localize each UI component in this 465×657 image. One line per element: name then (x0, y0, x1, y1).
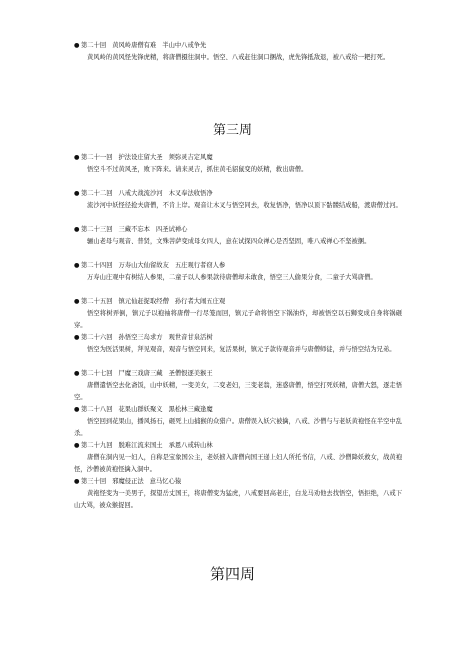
chapter-number: 第二十五回 (81, 298, 113, 305)
chapter-summary: 悟空斗不过黄风圣，败下阵来。请来灵吉，抓住黄毛貂鼠变的妖精，救出唐僧。 (87, 166, 308, 173)
bullet-icon: ● (74, 42, 80, 49)
chapter-summary: 悟空回到花果山，播风扬石，砸死上山捕猴的众猎户。唐僧误入妖穴被擒，八戒、沙僧与与老妖黄袍怪在半空中乱杀。 (74, 418, 402, 437)
bullet-icon: ● (74, 370, 80, 377)
chapter-entry-25 (74, 296, 402, 332)
chapter-entry-20 (74, 40, 402, 64)
chapter-summary: 骊山老母与观音、普贤，文殊菩萨变成母女四人，意在试探四众禅心是否坚固，唯八戒禅心不坚被捆。 (87, 238, 371, 245)
chapter-heading (74, 368, 402, 380)
chapter-entry-23 (74, 224, 402, 248)
chapter-heading (74, 152, 402, 164)
chapter-heading (74, 332, 402, 344)
chapter-number: 第二十四回 (81, 262, 113, 269)
chapter-title-second: 圣僧恨逐美猴王 (168, 370, 213, 377)
chapter-number: 第二十回 (81, 42, 107, 49)
chapter-title-first: 花果山群妖聚义 (118, 406, 163, 413)
bullet-icon: ● (74, 226, 80, 233)
chapter-title-second: 承恩八戒转山林 (168, 442, 213, 449)
chapter-number: 第二十一回 (81, 154, 113, 161)
chapter-entry-22 (74, 188, 402, 212)
chapter-entry-29 (74, 440, 402, 476)
bullet-icon: ● (74, 190, 80, 197)
chapter-number: 第二十七回 (81, 370, 113, 377)
chapter-title-first: 三藏不忘本 (118, 226, 150, 233)
chapter-heading (74, 404, 402, 416)
chapter-title-second: 五庄观行者窃人参 (174, 262, 226, 269)
chapter-entry-26 (74, 332, 402, 356)
bullet-icon: ● (74, 406, 80, 413)
chapter-title-first: 孙悟空三岛求方 (118, 334, 163, 341)
chapter-title-first: 护法设庄留大圣 (118, 154, 163, 161)
chapter-heading (74, 440, 402, 452)
chapter-title-second: 黑松林三藏逢魔 (168, 406, 213, 413)
bullet-icon: ● (74, 334, 80, 341)
chapter-heading (74, 224, 402, 236)
chapter-summary: 悟空将树弄倒，镇元子以袍袖将唐僧一行尽笼而回，镇元子命将悟空下锅油炸，却被悟空以石狮变成自身将锅砸穿。 (74, 310, 402, 329)
chapter-summary: 唐僧遣悟空去化斋饭，山中妖精，一变美女，二变老妇，三变老翁，迷惑唐僧，悟空打死妖精，唐僧大怒，逐走悟空。 (74, 382, 402, 401)
chapter-summary: 唐僧在洞内见一妇人，自称是宝象国公主，老妖掳入唐僧向国王递上妇人所托书信，八戒、沙僧降妖救女，战黄袍怪，沙僧被黄袍怪擒入洞中。 (74, 454, 402, 473)
chapter-summary: 黄袍怪变为一美男子，探望岳丈国王，将唐僧变为猛虎，八戒要回高老庄，白龙马劝他去找悟空，悟拒绝，八戒下山大骂，被众猴捉回。 (74, 490, 402, 509)
chapter-entry-24 (74, 260, 402, 284)
chapter-title-first: 邪魔侵正法 (112, 478, 144, 485)
chapter-number: 第三十回 (81, 478, 107, 485)
chapter-title-first: 尸魔三戏唐三藏 (118, 370, 163, 377)
chapter-entry-21 (74, 152, 402, 176)
chapter-number: 第二十九回 (81, 442, 113, 449)
chapter-summary: 万寿山庄观中有树结人参果，二童子以人参果款待唐僧却未敢食，悟空三人偷果分食，二童子大骂唐僧。 (87, 274, 377, 281)
chapter-title-first: 镇元仙赶捉取经僧 (118, 298, 169, 305)
chapter-title-second: 木叉奉法收悟净 (168, 190, 213, 197)
chapter-title-second: 半山中八戒争先 (162, 42, 207, 49)
chapter-entry-28 (74, 404, 402, 440)
chapter-title-second: 须弥灵吉定风魔 (168, 154, 213, 161)
chapter-summary: 黄风岭的黄风怪先锋虎精，将唐僧摄往洞中。悟空、八戒赶往洞口捆战，虎先锋抵敌退，被八戒给一耙打死。 (87, 54, 390, 61)
chapter-summary: 流沙河中妖怪径抢夫唐僧，不肯上岸。观音让木叉与悟空同去，收复悟净，悟净以顶下骷髅结成船，渡唐僧过河。 (87, 202, 402, 209)
chapter-title-first: 八戒大战流沙河 (118, 190, 163, 197)
chapter-title-first: 黄风岭唐僧有难 (112, 42, 157, 49)
chapter-summary: 悟空为医活果树，拜见观音，观音与悟空同来，复活果树，镇元子款待观音并与唐僧师徒，并与悟空结为兄弟。 (87, 346, 396, 353)
chapter-number: 第二十三回 (81, 226, 113, 233)
chapter-title-first: 脱难江流来国土 (118, 442, 163, 449)
bullet-icon: ● (74, 442, 80, 449)
bullet-icon: ● (74, 298, 80, 305)
chapter-entry-30 (74, 476, 402, 512)
bullet-icon: ● (74, 478, 80, 485)
chapter-title-second: 意马忆心猿 (149, 478, 182, 485)
chapter-heading (74, 476, 402, 488)
chapter-title-second: 孙行者大闹五庄观 (174, 298, 226, 305)
chapter-heading (74, 188, 402, 200)
week-heading-3: 第三周 (212, 123, 252, 138)
chapter-heading (74, 40, 402, 52)
chapter-number: 第二十八回 (81, 406, 113, 413)
chapter-entry-27 (74, 368, 402, 404)
bullet-icon: ● (74, 154, 80, 161)
bullet-icon: ● (74, 262, 80, 269)
chapter-heading (74, 260, 402, 272)
chapter-number: 第二十六回 (81, 334, 113, 341)
chapter-title-second: 观世音甘泉活树 (168, 334, 213, 341)
chapter-title-second: 四圣试禅心 (155, 226, 188, 233)
week-heading-4: 第四周 (209, 565, 255, 583)
chapter-number: 第二十二回 (81, 190, 113, 197)
chapter-heading (74, 296, 402, 308)
chapter-title-first: 万寿山大仙留故友 (118, 262, 169, 269)
